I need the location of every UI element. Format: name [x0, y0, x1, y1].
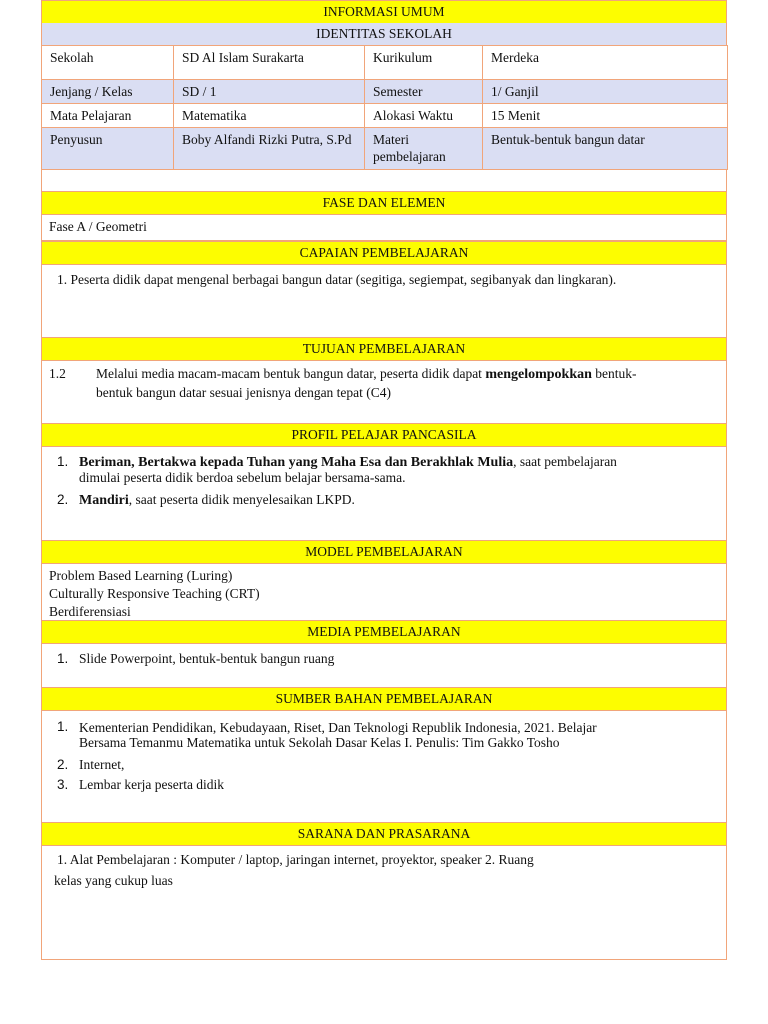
- fase-header: FASE DAN ELEMEN: [41, 191, 727, 215]
- model-line-3: Berdiferensiasi: [49, 604, 131, 619]
- profil-item-1-line2: dimulai peserta didik berdoa sebelum belajar bersama-sama.: [79, 470, 406, 485]
- sumber-num-1: 1.: [57, 719, 69, 734]
- model-line-2: Culturally Responsive Teaching (CRT): [49, 586, 260, 601]
- fase-text: Fase A / Geometri: [49, 219, 147, 234]
- label-mapel: Mata Pelajaran: [42, 104, 174, 128]
- label-semester: Semester: [365, 80, 483, 104]
- table-row: [42, 80, 728, 104]
- model-line-1: Problem Based Learning (Luring): [49, 568, 233, 583]
- sumber-item-3: Lembar kerja peserta didik: [79, 777, 225, 792]
- capaian-text: 1. Peserta didik dapat mengenal berbagai bangun datar (segitiga, segiempat, segibanyak dan lingkaran).: [57, 272, 617, 287]
- tujuan-number: 1.2: [49, 366, 66, 381]
- tujuan-line2: bentuk bangun datar sesuai jenisnya dengan tepat (C4): [96, 385, 392, 400]
- tujuan-text-after: bentuk-: [591, 366, 637, 381]
- label-penyusun: Penyusun: [42, 128, 174, 170]
- profil-header: PROFIL PELAJAR PANCASILA: [41, 423, 727, 447]
- sumber-item-1-line1: Kementerian Pendidikan, Kebudayaan, Riset, Dan Teknologi Republik Indonesia, 2021. Belajar: [79, 720, 597, 735]
- sumber-header: SUMBER BAHAN PEMBELAJARAN: [41, 687, 727, 711]
- value-mapel: Matematika: [174, 104, 365, 128]
- value-sekolah: SD Al Islam Surakarta: [174, 46, 365, 80]
- identitas-table: [41, 45, 728, 170]
- informasi-umum-header: INFORMASI UMUM: [41, 0, 727, 24]
- identitas-sekolah-header: IDENTITAS SEKOLAH: [41, 23, 727, 45]
- tujuan-bold: mengelompokkan: [485, 367, 592, 382]
- capaian-header: CAPAIAN PEMBELAJARAN: [41, 241, 727, 265]
- value-alokasi: 15 Menit: [483, 104, 728, 128]
- media-text: Slide Powerpoint, bentuk-bentuk bangun ruang: [79, 651, 335, 666]
- media-num: 1.: [57, 651, 69, 666]
- profil-num-2: 2.: [57, 492, 69, 507]
- label-kurikulum: Kurikulum: [365, 46, 483, 80]
- value-semester: 1/ Ganjil: [483, 80, 728, 104]
- profil-num-1: 1.: [57, 454, 69, 469]
- value-penyusun: Boby Alfandi Rizki Putra, S.Pd: [174, 128, 365, 170]
- sumber-num-3: 3.: [57, 777, 69, 792]
- sarana-line-2: kelas yang cukup luas: [54, 873, 173, 888]
- label-materi: Materi pembelajaran: [365, 128, 483, 170]
- sumber-num-2: 2.: [57, 757, 69, 772]
- sumber-item-1-line2: Bersama Temanmu Matematika untuk Sekolah Dasar Kelas I. Penulis: Tim Gakko Tosho: [79, 735, 560, 750]
- value-kurikulum: Merdeka: [483, 46, 728, 80]
- label-jenjang: Jenjang / Kelas: [42, 80, 174, 104]
- sumber-item-2: Internet,: [79, 757, 125, 772]
- sarana-line-1: 1. Alat Pembelajaran : Komputer / laptop, jaringan internet, proyektor, speaker 2. Ruang: [57, 852, 534, 867]
- table-row: [42, 104, 728, 128]
- media-header: MEDIA PEMBELAJARAN: [41, 620, 727, 644]
- profil-item-2: [79, 491, 355, 509]
- profil-item-1-bold: Beriman, Bertakwa kepada Tuhan yang Maha Esa dan Berakhlak Mulia: [79, 455, 514, 470]
- value-jenjang: SD / 1: [174, 80, 365, 104]
- profil-item-2-bold: Mandiri: [79, 493, 129, 508]
- tujuan-text-before: Melalui media macam-macam bentuk bangun datar, peserta didik dapat: [96, 366, 486, 381]
- table-row: [42, 46, 728, 80]
- profil-item-1-rest: , saat pembelajaran: [513, 454, 617, 469]
- model-header: MODEL PEMBELAJARAN: [41, 540, 727, 564]
- sarana-header: SARANA DAN PRASARANA: [41, 822, 727, 846]
- label-alokasi: Alokasi Waktu: [365, 104, 483, 128]
- value-materi: Bentuk-bentuk bangun datar: [483, 128, 728, 170]
- tujuan-text: [96, 365, 721, 383]
- label-sekolah: Sekolah: [42, 46, 174, 80]
- profil-item-2-rest: , saat peserta didik menyelesaikan LKPD.: [128, 492, 355, 507]
- table-row: [42, 128, 728, 170]
- tujuan-header: TUJUAN PEMBELAJARAN: [41, 337, 727, 361]
